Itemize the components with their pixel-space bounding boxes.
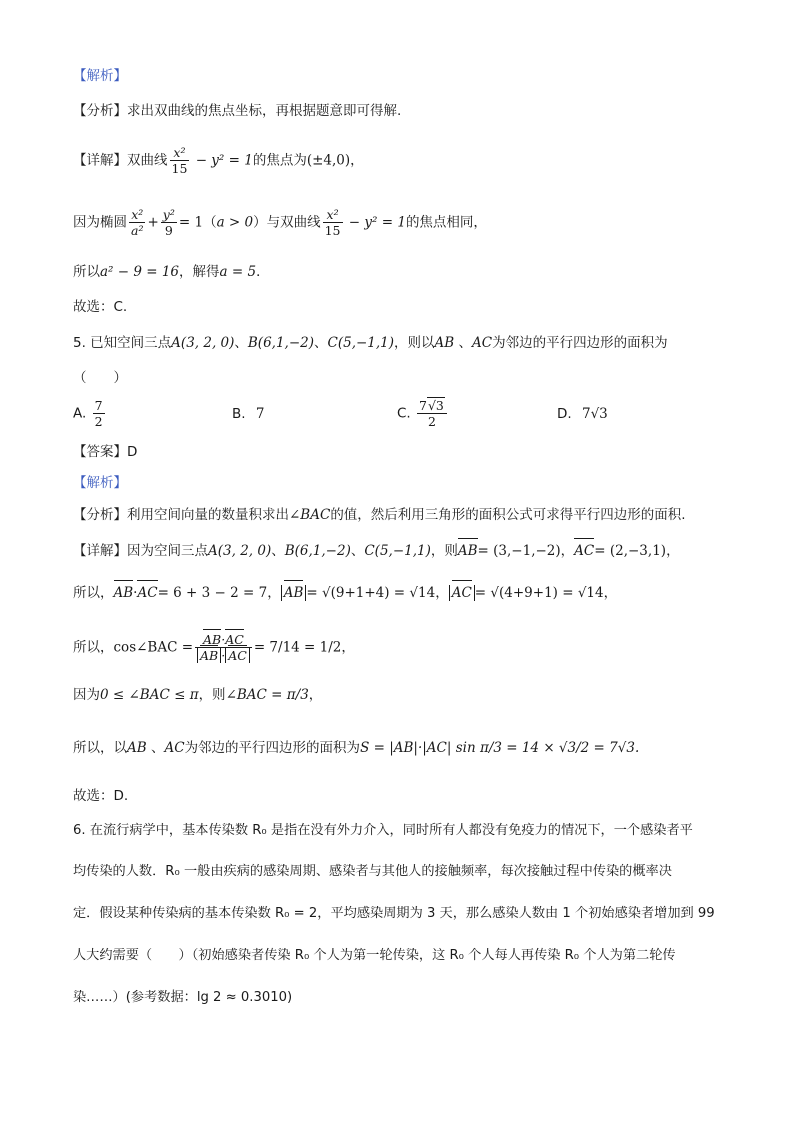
text: 所以， xyxy=(73,585,114,601)
point-a: A(3, 2, 0) xyxy=(171,335,235,351)
q6-stem-line-2 xyxy=(73,862,672,882)
q6-stem-line-3 xyxy=(73,904,715,924)
option-label: B. xyxy=(232,406,246,422)
q6-stem-line-1 xyxy=(73,821,693,841)
xiangjie-tag: 【详解】 xyxy=(73,543,127,559)
text: ，则以 xyxy=(394,335,435,351)
option-c-value: $\frac{7√3}{2}$ xyxy=(417,398,447,429)
option-a-value: $\frac{7}{2}$ xyxy=(94,398,103,429)
daan-line-q5 xyxy=(73,442,137,462)
angle-range: 0 ≤ ∠BAC ≤ π xyxy=(100,687,199,703)
q5-stem-line-2 xyxy=(73,368,127,388)
cos-result: = 7/14 = 1/2 xyxy=(253,639,342,656)
question-number-text: 5. 已知空间三点 xyxy=(73,335,172,351)
text: ，则 xyxy=(430,543,458,559)
text: 所以，以 xyxy=(73,740,127,756)
option-c xyxy=(397,398,449,429)
answer-text: 故选：D. xyxy=(73,788,129,804)
q6-text: 均传染的人数．R₀ 一般由疾病的感染周期、感染者与其他人的接触频率，每次接触过程中传染的概率决 xyxy=(73,864,672,879)
vector-ac: AC xyxy=(137,585,158,601)
xiangjie-line-2-q4: 因为椭圆 $\frac{\text{x²}}{\text{a²}}$ + $\frac{\text{y²}}{9}$ = 1（a > 0）与双曲线 $\frac{\text{x²}}{15}$ − y² = 1的焦点相同， xyxy=(73,207,487,238)
xiangjie-line-1-q4: 【详解】双曲线 $\frac{\text{x²}}{15}$ − y² = 1的焦点为(±4,0)， xyxy=(73,145,364,176)
text: ）与双曲线 xyxy=(253,214,321,231)
vector-ac: AC xyxy=(574,543,595,559)
text: 为邻边的平行四边形的面积为 xyxy=(492,335,668,351)
mag-ac: = √(4+9+1) = √14 xyxy=(474,585,604,601)
text: 的值，然后利用三角形的面积公式可求得平行四边形的面积. xyxy=(330,507,686,523)
answer-line-q5 xyxy=(73,786,128,806)
text: 为邻边的平行四边形的面积为 xyxy=(184,740,361,756)
text: 的焦点相同， xyxy=(405,214,487,231)
fraction-x2-15: $\frac{\text{x²}}{15}$ xyxy=(171,145,188,176)
cos-fraction: $\frac{AB\cdot AC}{AB \cdot AC}$ xyxy=(195,632,252,663)
answer-line-q4 xyxy=(73,297,127,317)
xiangjie-line-2-q5: 所以，AB·AC= 6 + 3 − 2 = 7， AB = √(9+1+4) = √14， AC = √(4+9+1) = √14， xyxy=(73,585,618,601)
point-c: C(5,−1,1) xyxy=(327,335,395,351)
area-result: S = |AB|·|AC| sin π/3 = 14 × √3/2 = 7√3. xyxy=(360,740,640,756)
answer-blank: （ ） xyxy=(73,370,127,386)
vec-ac-value: = (2,−3,1) xyxy=(594,543,667,559)
punct: ． xyxy=(256,264,270,280)
dot-product: = 6 + 3 − 2 = 7 xyxy=(157,585,268,601)
point-b: B(6,1,−2) xyxy=(247,335,315,351)
answer-text: 故选：C. xyxy=(73,299,128,315)
point-c: C(5,−1,1) xyxy=(364,543,431,559)
vector-ab: AB xyxy=(283,585,304,601)
jiexi-label: 【解析】 xyxy=(73,68,127,84)
q6-text: 定．假设某种传染病的基本传染数 R₀ = 2，平均感染周期为 3 天，那么感染人数由 1 个初始感染者增加到 99 xyxy=(73,906,715,921)
cos-label: cos∠BAC = xyxy=(113,639,194,656)
punct: 、 xyxy=(350,543,365,559)
option-label: A. xyxy=(73,405,87,422)
punct: ， xyxy=(350,152,364,169)
option-a xyxy=(73,398,107,429)
option-d: D. 7√3 xyxy=(557,406,608,422)
option-b xyxy=(232,406,264,422)
seg-ab: AB xyxy=(127,740,147,756)
punct: 、 xyxy=(234,335,248,351)
xiangjie-line-4-q5: 因为0 ≤ ∠BAC ≤ π，则∠BAC = π/3， xyxy=(73,687,323,703)
mag-ab: = √(9+1+4) = √14 xyxy=(306,585,436,601)
text: ，则 xyxy=(198,687,226,703)
q6-stem-line-4 xyxy=(73,946,676,966)
xiangjie-line-3-q4 xyxy=(73,262,270,282)
math-eq: a² − 9 = 16 xyxy=(100,264,180,280)
fraction-x2-15b: $\frac{\text{x²}}{15}$ xyxy=(324,207,341,238)
section-jiexi-q4 xyxy=(73,66,127,86)
seg-ac: AC xyxy=(472,335,493,351)
seg-ac: AC xyxy=(164,740,185,756)
q6-text: 染……）(参考数据：lg 2 ≈ 0.3010) xyxy=(73,990,293,1005)
math-result: a = 5 xyxy=(219,264,257,280)
punct: 、 xyxy=(271,543,285,559)
vec-ab-value: = (3,−1,−2) xyxy=(477,543,561,559)
fenxi-tag: 【分析】 xyxy=(73,103,127,119)
fraction-y2-9: $\frac{\text{y²}}{9}$ xyxy=(162,207,175,238)
q6-text: 6. 在流行病学中，基本传染数 R₀ 是指在没有外力介入，同时所有人都没有免疫力的情况下，一个感染者平 xyxy=(73,823,693,838)
vector-ab: AB xyxy=(113,585,134,601)
q6-text: 人大约需要（ ）（初始感染者传染 R₀ 个人为第一轮传染，这 R₀ 个人每人再传染 R₀ 个人为第二轮传 xyxy=(73,948,676,963)
text: 所以， xyxy=(73,639,114,656)
text: 的焦点为 xyxy=(252,152,307,169)
vector-ac: AC xyxy=(451,585,472,601)
text: 因为 xyxy=(73,687,100,703)
math-angle: ∠BAC xyxy=(289,507,331,523)
fenxi-text: 求出双曲线的焦点坐标，再根据题意即可得解. xyxy=(127,103,402,119)
text: 所以 xyxy=(73,264,100,280)
fenxi-line-q4 xyxy=(73,101,401,121)
point-a: A(3, 2, 0) xyxy=(208,543,272,559)
text: （ xyxy=(203,214,217,231)
vector-ab: AB xyxy=(457,543,478,559)
angle-result: ∠BAC = π/3 xyxy=(225,687,309,703)
text: 因为空间三点 xyxy=(127,543,208,559)
text: 利用空间向量的数量积求出 xyxy=(127,507,289,523)
fraction-x2-a2: $\frac{\text{x²}}{\text{a²}}$ xyxy=(131,207,144,238)
text: 双曲线 xyxy=(127,152,168,169)
option-b-value: 7 xyxy=(255,406,265,422)
xiangjie-line-3-q5: 所以，cos∠BAC = $\frac{AB\cdot AC}{AB \cdot AC}$ = 7/14 = 1/2， xyxy=(73,632,355,663)
math-focus: (±4,0) xyxy=(306,152,351,169)
fenxi-line-q5 xyxy=(73,505,686,525)
xiangjie-line-5-q5: 所以，以AB 、AC为邻边的平行四边形的面积为S = |AB|·|AC| sin π/3 = 14 × √3/2 = 7√3. xyxy=(73,740,640,756)
q5-stem-line-1: 5. 已知空间三点A(3, 2, 0)、B(6,1,−2)、C(5,−1,1)，则以AB 、AC为邻边的平行四边形的面积为 xyxy=(73,335,668,351)
seg-ab: AB xyxy=(434,335,455,351)
section-jiexi-q5 xyxy=(73,473,127,493)
option-label: C. xyxy=(397,405,411,422)
option-label: D. xyxy=(557,406,572,422)
xiangjie-line-1-q5: 【详解】因为空间三点A(3, 2, 0)、B(6,1,−2)、C(5,−1,1)，则AB= (3,−1,−2)，AC= (2,−3,1)， xyxy=(73,543,680,559)
jiexi-label: 【解析】 xyxy=(73,475,127,491)
point-b: B(6,1,−2) xyxy=(284,543,351,559)
fenxi-tag: 【分析】 xyxy=(73,507,127,523)
daan-tag: 【答案】 xyxy=(73,444,127,460)
text: 因为椭圆 xyxy=(73,214,127,231)
text: ，解得 xyxy=(179,264,220,280)
daan-value: D xyxy=(127,444,138,460)
punct: 、 xyxy=(314,335,328,351)
xiangjie-tag: 【详解】 xyxy=(73,152,127,169)
q6-stem-line-5 xyxy=(73,988,292,1008)
math-cond: a > 0 xyxy=(216,214,254,231)
